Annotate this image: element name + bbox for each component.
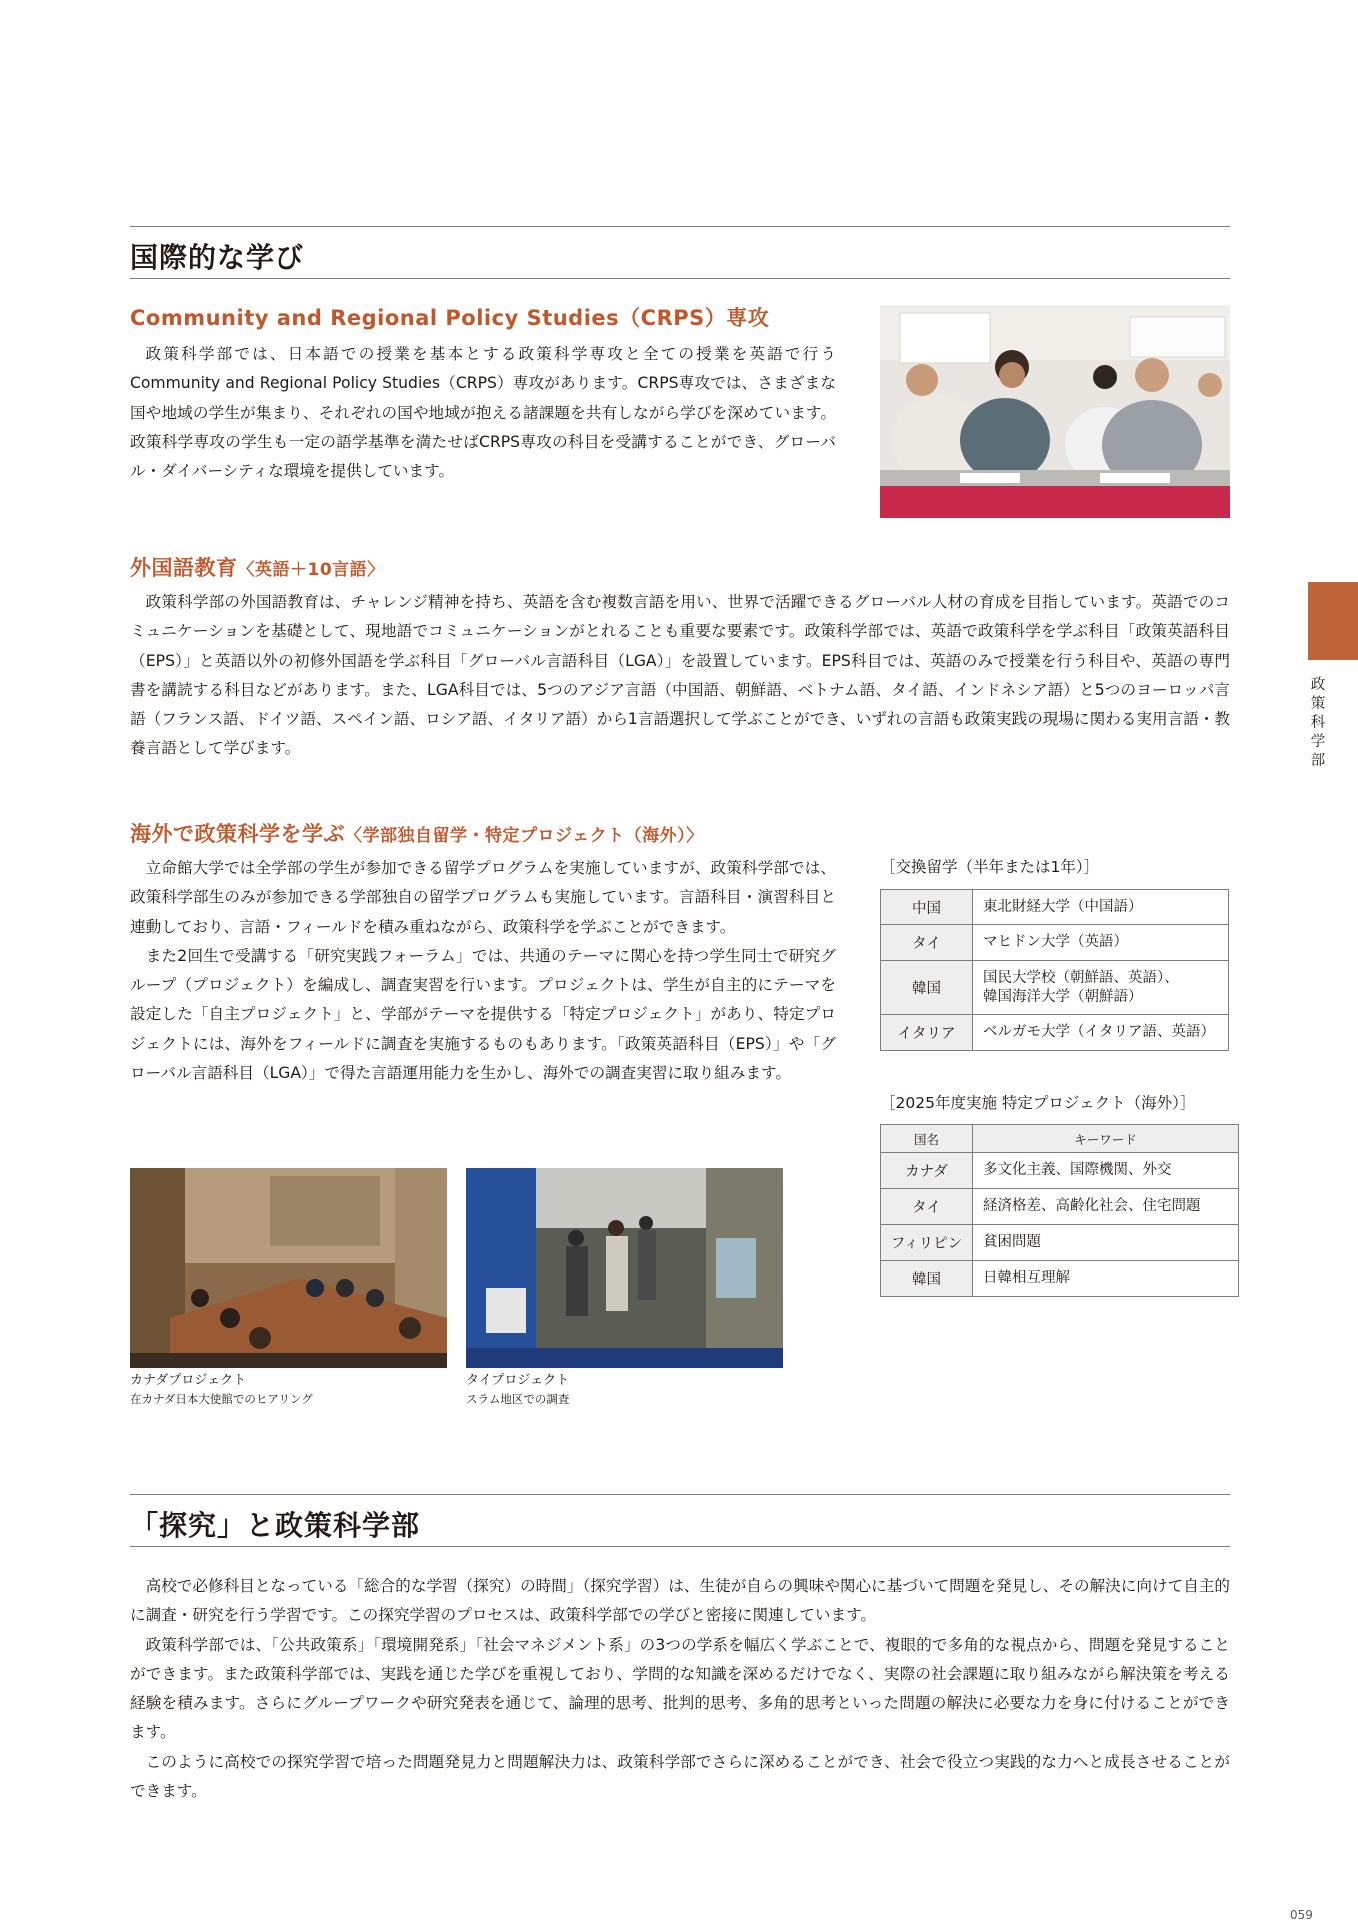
exchange-country: イタリア [881,1015,973,1051]
table-row [881,1189,1239,1225]
exchange-school: マヒドン大学（英語） [973,925,1229,961]
exchange-school-line-2: 韓国海洋大学（朝鮮語） [983,988,1143,1005]
exchange-country: 中国 [881,890,973,925]
exchange-school [973,961,1229,1015]
foreign-language-body: 政策科学部の外国語教育は、チャレンジ精神を持ち、英語を含む複数言語を用い、世界で活躍できるグローバル人材の育成を目指しています。英語でのコミュニケーションを基礎として、現地語でコミュニケーションがとれることも重要な要素です。政策科学部では、英語で政策科学を学ぶ科目「政策英語科目（EPS）」と英語以外の初修外国語を学ぶ科目「グローバル言語科目（LGA）」を設置しています。EPS科目では、英語のみで授業を行う科目や、英語の専門書を講読する科目などがあります。また、LGA科目では、5つのアジア言語（中国語、朝鮮語、ベトナム語、タイ語、インドネシア語）と5つのヨーロッパ言語（フランス語、ドイツ語、スペイン語、ロシア語、イタリア語）から1言語選択して学ぶことができ、いずれの言語も政策実践の現場に関わる実用言語・教養言語として学びます。 [130,593,1230,758]
table-row [881,1153,1239,1189]
canada-caption-sub: 在カナダ日本大使館でのヒアリング [130,1392,313,1406]
header-country: 国名 [881,1125,973,1153]
table-row [881,1015,1229,1051]
exchange-table-title: ［交換留学（半年または1年）］ [880,858,1100,876]
section-rule-bottom [130,278,1230,279]
tankyu-para-1: 高校で必修科目となっている「総合的な学習（探究）の時間」（探究学習）は、生徒が自らの興味や関心に基づいて問題を発見し、その解決に向けて自主的に調査・研究を行う学習です。この探究学習のプロセスは、政策科学部での学びと密接に関連しています。 [130,1577,1230,1625]
exchange-school: ベルガモ大学（イタリア語、英語） [973,1015,1229,1051]
crps-body: 政策科学部では、日本語での授業を基本とする政策科学専攻と全ての授業を英語で行うCommunity and Regional Policy Studies（CRPS）専攻があります。CRPS専攻では、さまざまな国や地域の学生が集まり、それぞれの国や地域が抱える諸課題を共有しながら学びを深めています。政策科学専攻の学生も一定の語学基準を満たせばCRPS専攻の科目を受講することができ、グローバル・ダイバーシティな環境を提供しています。 [130,345,836,481]
side-index-tab [1308,582,1358,660]
project-country: カナダ [881,1153,973,1189]
tankyu-para-3: このように高校での探究学習で培った問題発見力と問題解決力は、政策科学部でさらに深めることができ、社会で役立つ実践的な力へと成長させることができます。 [130,1752,1230,1801]
project-country: フィリピン [881,1225,973,1261]
exchange-school-line-1: 国民大学校（朝鮮語、英語）、 [983,969,1179,986]
exchange-country: 韓国 [881,961,973,1015]
section-heading-international: 国際的な学び [130,241,305,274]
page-number: 059 [1290,1908,1313,1920]
side-index-label: 政策科学部 [1310,677,1326,769]
exchange-country: タイ [881,925,973,961]
tankyu-body [130,1572,1230,1806]
project-table [880,1124,1239,1297]
table-row [881,961,1229,1015]
project-keyword: 日韓相互理解 [973,1261,1239,1297]
project-keyword: 多文化主義、国際機関、外交 [973,1153,1239,1189]
tankyu-para-2: 政策科学部では、「公共政策系」「環境開発系」「社会マネジメント系」の3つの学系を幅広く学ぶことで、複眼的で多角的な視点から、問題を発見することができます。また政策科学部では、実践を通じた学びを重視しており、学問的な知識を深めるだけでなく、実際の社会課題に取り組みながら解決策を考える経験を積みます。さらにグループワークや研究発表を通じて、論理的思考、批判的思考、多角的思考といった問題の解決に必要な力を身に付けることができます。 [130,1635,1230,1742]
table-row [881,1225,1239,1261]
project-keyword: 経済格差、高齢化社会、住宅問題 [973,1189,1239,1225]
overseas-heading: 海外で政策科学を学ぶ〈学部独自留学・特定プロジェクト（海外）〉 [130,822,704,846]
exchange-table [880,889,1229,1051]
foreign-language-heading: 外国語教育〈英語＋10言語〉 [130,556,385,580]
section-rule-top [130,226,1230,227]
canada-project-photo [130,1168,447,1368]
project-keyword: 貧困問題 [973,1225,1239,1261]
section2-rule-bottom [130,1546,1230,1547]
overseas-body: 立命館大学では全学部の学生が参加できる留学プログラムを実施していますが、政策科学部では、政策科学部生のみが参加できる学部独自の留学プログラムも実施しています。言語科目・演習科目と連動しており、言語・フィールドを積み重ねながら、政策科学を学ぶことができます。 また2回生で受講する「研究実践フォーラム」では、共通のテーマに関心を持つ学生同士で研究グループ（プロジェクト）を編成し、調査実習を行います。プロジェクトは、学生が自主的にテーマを設定した「自主プロジェクト」と、学部がテーマを提供する「特定プロジェクト」があり、特定プロジェクトには、海外をフィールドに調査を実施するものもあります。「政策英語科目（EPS）」や「グローバル言語科目（LGA）」で得た言語運用能力を生かし、海外での調査実習に取り組みます。 [130,859,836,1083]
crps-heading: Community and Regional Policy Studies（CRPS）専攻 [130,306,770,330]
thai-caption [466,1372,569,1408]
table-row [881,890,1229,925]
thai-project-photo [466,1168,783,1368]
project-country: タイ [881,1189,973,1225]
header-keyword: キーワード [973,1125,1239,1153]
project-country: 韓国 [881,1261,973,1297]
table-row [881,1261,1239,1297]
canada-caption-title: カナダプロジェクト [130,1373,247,1388]
thai-caption-sub: スラム地区での調査 [466,1392,570,1406]
table-row [881,925,1229,961]
section-heading-tankyu: 「探究」と政策科学部 [130,1509,421,1542]
classroom-photo [880,305,1230,518]
exchange-school: 東北財経大学（中国語） [973,890,1229,925]
table-header-row [881,1125,1239,1153]
project-table-title: ［2025年度実施 特定プロジェクト（海外）］ [880,1094,1196,1112]
section2-rule-top [130,1494,1230,1495]
thai-caption-title: タイプロジェクト [466,1373,570,1388]
canada-caption [130,1372,313,1408]
